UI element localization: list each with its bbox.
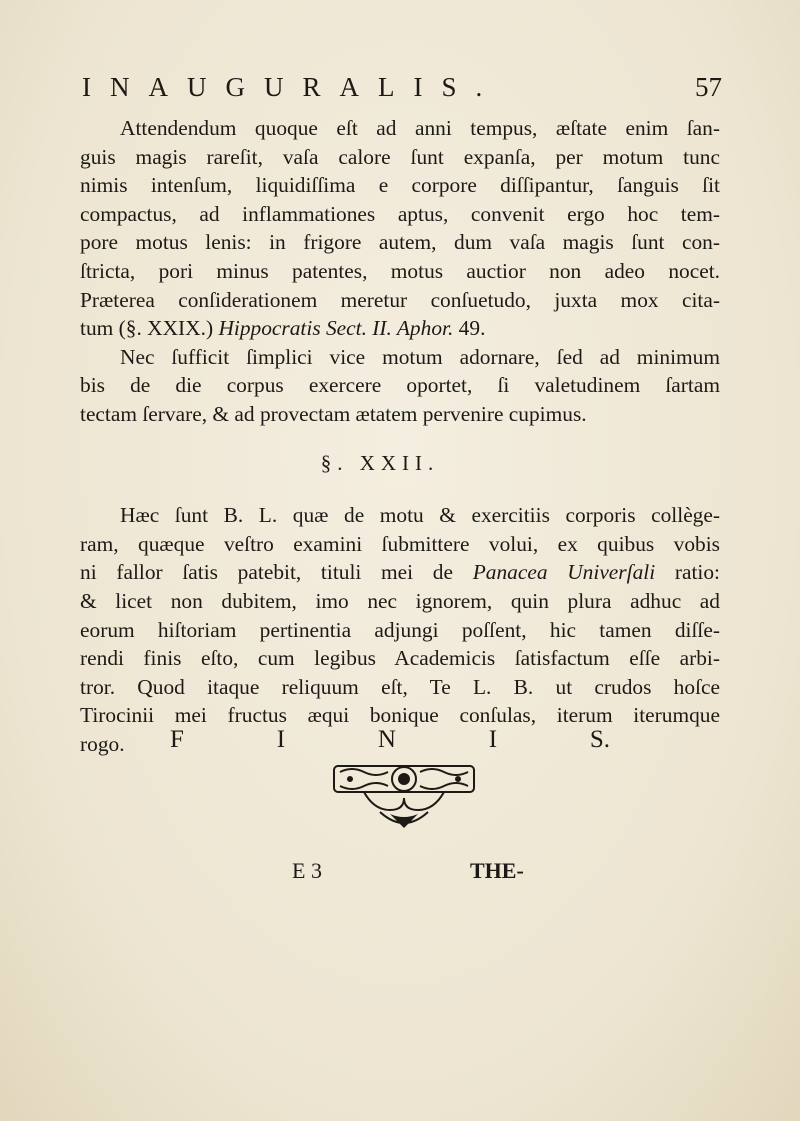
finis-letter: I [488,726,498,753]
text-line: ram, quæque veſtro examini ſubmittere volui, ex quibus vobis [80,531,720,556]
text-line: & licet non dubitem, imo nec ignorem, quin plura adhuc ad [80,588,720,613]
text-line: Nec ſufficit ſimplici vice motum adornare, ſed ad minimum [120,344,720,369]
text-line: rendi finis eſto, cum legibus Academicis ſatisfactum eſſe arbi- [80,646,720,671]
text-line: compactus, ad inflammationes aptus, convenit ergo hoc tem- [80,201,720,226]
finis-heading [170,726,610,754]
paragraph-3 [80,501,720,758]
body-text [80,114,720,758]
citation-italic: Hippocratis Sect. II. Aphor. [218,316,454,341]
text-line: Attendendum quoque eſt ad anni tempus, æſtate enim ſan- [120,116,720,140]
page-header [82,72,722,112]
text-run: ratio: [655,560,720,585]
text-line [80,558,720,587]
text-line: tectam ſervare, & ad provectam ætatem pervenire cupimus. [80,401,587,426]
running-head: INAUGURALIS. [82,72,502,102]
text-line: eorum hiſtoriam pertinentia adjungi poſſent, hic tamen diſſe- [80,617,720,642]
page-number: 57 [695,72,722,102]
text-line: bis de die corpus exercere oportet, ſi valetudinem ſartam [80,373,720,398]
finis-letter: F [170,726,184,753]
text-line: Tirocinii mei fructus æqui bonique conſulas, iterum iterumque [80,703,720,728]
text-line: Hæc ſunt B. L. quæ de motu & exercitiis corporis collège- [120,503,720,528]
tailpiece-ornament [330,762,478,834]
text-line: ſtricta, pori minus patentes, motus auctior non adeo nocet. [80,258,720,283]
section-heading: §. XXII. [320,450,440,475]
title-italic: Panacea Univerſali [472,560,656,585]
signature-mark: E 3 [292,858,322,883]
text-line [80,314,720,343]
text-run: tum (§. XXIX.) [80,316,219,341]
text-run: 49. [453,316,486,341]
finis-letter: N [377,726,396,753]
paragraph-1 [80,114,720,343]
page-footer [0,858,800,888]
finis-letter: S. [589,726,610,753]
text-line: Præterea conſiderationem meretur conſuetudo, juxta mox cita- [80,287,720,312]
paragraph-2 [80,343,720,429]
text-line: nimis intenſum, liquidiſſima e corpore diſſipantur, ſanguis ſit [80,173,720,198]
text-line: guis magis rareſit, vaſa calore ſunt expanſa, per motum tunc [80,144,720,169]
finis-letter: I [276,726,286,753]
text-line: rogo. [80,731,125,756]
catchword: THE- [470,858,524,883]
text-line: tror. Quod itaque reliquum eſt, Te L. B. ut crudos hoſce [80,674,720,699]
text-line: pore motus lenis: in frigore autem, dum vaſa magis ſunt con- [80,230,720,255]
text-run: ni fallor ſatis patebit, tituli mei de [80,560,473,585]
